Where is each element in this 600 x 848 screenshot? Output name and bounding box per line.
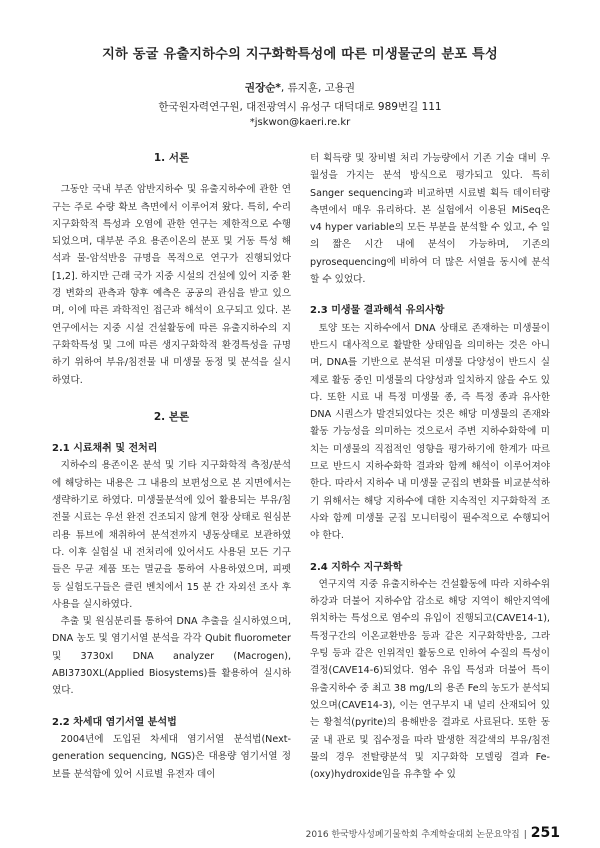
- footer-text: 2016 한국방사성폐기물학회 추계학술대회 논문요약집: [305, 830, 520, 840]
- section-heading-introduction: 1. 서론: [153, 152, 190, 164]
- right-column: [310, 150, 550, 783]
- subsection-heading-sampling: 2.1 시료채취 및 전처리: [52, 443, 158, 455]
- section-heading-body: 2. 본론: [153, 410, 190, 423]
- left-column: [52, 150, 291, 783]
- paper-title: 지하 동굴 유출지하수의 지구화학특성에 따른 미생물군의 분포 특성: [102, 47, 498, 62]
- page-number: 251: [530, 825, 560, 841]
- subsection-heading-interpretation: 2.3 미생물 결과해석 유의사항: [310, 305, 445, 317]
- interpretation-paragraph: 토양 또는 지하수에서 DNA 상태로 존재하는 미생물이 반드시 대사적으로 활발한 상태임을 의미하는 것은 아니며, DNA를 기반으로 분석된 미생물 다양성이 반드시 실제로 활동 중인 미생물의 다양성과 일치하지 않을 수도 있다. 또한 시료 내 특정 미생물 종, 즉 특정 종과 유사한 DNA 시퀀스가 발견되었다는 것은 해당 미생물의 존재와 활동 가능성을 의미하는 것으로서 주변 지하수화학에 미치는 미생물의 직접적인 영향을 평가하기에 한계가 따르므로 반드시 지하수화학 결과와 함께 해석이 이루어져야 한다. 따라서 지하수 내 미생물 군집의 변화를 비교분석하기 위해서는 해당 지하수에 대한 지속적인 지구화학적 조사와 함께 미생물 군집 모니터링이 필수적으로 수행되어야 한다.: [310, 322, 550, 542]
- geochemistry-paragraph: 연구지역 지중 유출지하수는 건설활동에 따라 지하수위 하강과 더불어 지하수압 감소로 해당 지역이 해안지역에 위치하는 특성으로 염수의 유입이 진행되고(CAVE14-1), 특정구간의 이온교환반응 등과 같은 지구화학반응, 그라우팅 등과 같은 인위적인 활동으로 인하여 수질의 특성이 결정(CAVE14-6)되었다. 염수 유입 특성과 더불어 특이 유출지하수 중 최고 38 mg/L의 용존 Fe의 농도가 분석되었으며(CAVE14-3), 이는 연구부지 내 널리 산재되어 있는 황철석(pyrite)의 용해반응 결과로 사료된다. 또한 동굴 내 관로 및 집수정을 따라 발생한 적갈색의 부유/침전물의 경우 전탈량분석 및 지구화학 모델링 결과 Fe-(oxy)hydroxide임을 유추할 수 있: [310, 578, 550, 781]
- subsection-heading-geochemistry: 2.4 지하수 지구화학: [310, 561, 403, 573]
- affiliation: 한국원자력연구원, 대전광역시 유성구 대덕대로 989번길 111: [158, 101, 442, 113]
- author-list: [0, 80, 600, 95]
- author-email: *jskwon@kaeri.re.kr: [249, 117, 351, 128]
- ngs-paragraph: 2004년에 도입된 차세대 염기서열 분석법(Next-generation sequencing, NGS)은 대용량 염기서열 정보를 분석함에 있어 시료별 유전자 데이: [52, 733, 291, 780]
- page-footer: [306, 825, 560, 841]
- ngs-paragraph-continued: 터 획득량 및 장비별 처리 가능량에서 기존 기술 대비 우월성을 가지는 분석 방식으로 평가되고 있다. 특히 Sanger sequencing과 비교하면 시료별 획득 데이터량 측면에서 매우 유리하다. 본 실험에서 이용된 MiSeq은 v4 hyper variable의 모든 부분을 분석할 수 있고, 수 일의 짧은 시간 내에 분석이 가능하며, 기존의 pyrosequencing에 비하여 더 많은 서열을 동시에 분석할 수 있었다.: [310, 153, 550, 286]
- sampling-paragraph-2: 추출 및 원심분리를 통하여 DNA 추출을 실시하였으며, DNA 농도 및 염기서열 분석을 각각 Qubit fluorometer 및 3730xl DNA analyzer (Macrogen), ABI3730XL(Applied Biosystems)를 활용하여 실시하였다.: [52, 616, 291, 697]
- co-authors: , 류지훈, 고용권: [280, 82, 356, 94]
- intro-paragraph: 그동안 국내 부존 암반지하수 및 유출지하수에 관한 연구는 주로 수량 확보 측면에서 이루어져 왔다. 특히, 수리지구화학적 특성과 오염에 관한 연구는 제한적으로 수행되었으며, 대부분 주요 용존이온의 분포 및 거동 특성 해석과 물-암석반응 규명을 목적으로 연구가 진행되었다[1,2]. 하지만 근래 국가 지중 시설의 건설에 있어 지중 환경 변화의 관측과 향후 예측은 공공의 관심을 받고 있으며, 이에 따른 과학적인 접근과 해석이 요구되고 있다. 본 연구에서는 지중 시설 건설활동에 따른 유출지하수의 지구화학특성 및 그에 따른 생지구화학적 환경특성을 규명하기 위하여 부유/침전물 내 미생물 동정 및 분석을 실시하였다.: [52, 184, 291, 386]
- footer-separator: |: [523, 830, 527, 840]
- subsection-heading-ngs: 2.2 차세대 염기서열 분석법: [52, 716, 177, 728]
- sampling-paragraph-1: 지하수의 용존이온 분석 및 기타 지구화학적 측정/분석에 해당하는 내용은 그 내용의 보편성으로 본 지면에서는 생략하기로 하였다. 미생물분석에 있어 활용되는 부유/침전물 시료는 우선 완전 건조되지 않게 현장 상태로 원심분리용 튜브에 채취하여 분석전까지 냉동상태로 보관하였다. 이후 실험실 내 전처리에 있어서도 사용된 모든 기구들은 무균 제품 또는 멸균을 통하여 사용하였으며, 피펫 등 실험도구들은 클린 벤치에서 15 분 간 자외선 조사 후 사용을 실시하였다.: [52, 460, 291, 610]
- corresponding-author: 권장순*: [244, 82, 281, 94]
